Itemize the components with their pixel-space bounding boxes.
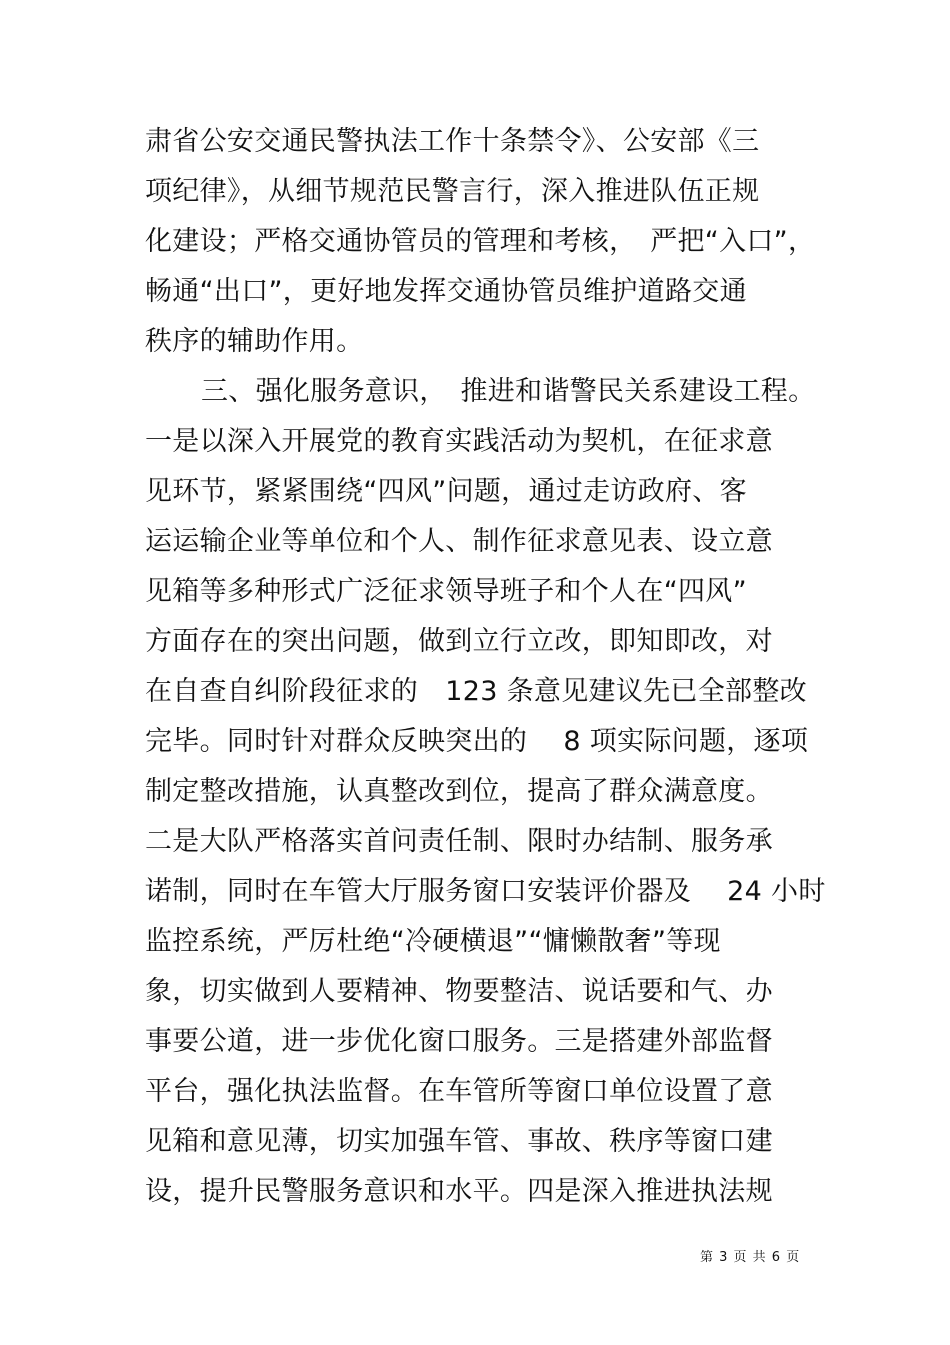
text-line: 肃省公安交通民警执法工作十条禁令》、公安部《三 xyxy=(145,126,760,157)
text-line: 平台，强化执法监督。在车管所等窗口单位设置了意 xyxy=(145,1076,773,1107)
text-line: 制定整改措施，认真整改到位，提高了群众满意度。 xyxy=(145,776,773,807)
text-line: 象，切实做到人要精神、物要整洁、说话要和气、办 xyxy=(145,976,773,1007)
text-line: 见环节，紧紧围绕“四风”问题，通过走访政府、客 xyxy=(145,476,747,507)
text-line: 诺制，同时在车管大厅服务窗口安装评价器及 24 小时 xyxy=(145,876,826,907)
text-line: 项纪律》，从细节规范民警言行，深入推进队伍正规 xyxy=(145,176,760,207)
text-line: 见箱等多种形式广泛征求领导班子和个人在“四风” xyxy=(145,576,747,607)
text-line: 一是以深入开展党的教育实践活动为契机，在征求意 xyxy=(145,426,773,457)
page-number-footer: 第 3 页 共 6 页 xyxy=(700,1250,801,1265)
text-line: 运运输企业等单位和个人、制作征求意见表、设立意 xyxy=(145,526,773,557)
text-line: 见箱和意见薄，切实加强车管、事故、秩序等窗口建 xyxy=(145,1126,773,1157)
text-line: 完毕。同时针对群众反映突出的 8 项实际问题，逐项 xyxy=(145,726,809,757)
text-line: 秩序的辅助作用。 xyxy=(145,326,364,357)
section-heading-line: 三、强化服务意识， 推进和谐警民关系建设工程。 xyxy=(201,376,816,407)
text-line: 设，提升民警服务意识和水平。四是深入推进执法规 xyxy=(145,1176,773,1207)
text-line: 二是大队严格落实首问责任制、限时办结制、服务承 xyxy=(145,826,773,857)
text-line: 化建设；严格交通协管员的管理和考核， 严把“入口”， xyxy=(145,226,816,257)
text-line: 畅通“出口”，更好地发挥交通协管员维护道路交通 xyxy=(145,276,747,307)
text-line: 方面存在的突出问题，做到立行立改，即知即改，对 xyxy=(145,626,773,657)
text-line: 事要公道，进一步优化窗口服务。三是搭建外部监督 xyxy=(145,1026,773,1057)
text-line: 监控系统，严厉杜绝“冷硬横退”“慵懒散奢”等现 xyxy=(145,926,721,957)
text-line: 在自查自纠阶段征求的 123 条意见建议先已全部整改 xyxy=(145,676,807,707)
body-text xyxy=(145,117,825,1217)
